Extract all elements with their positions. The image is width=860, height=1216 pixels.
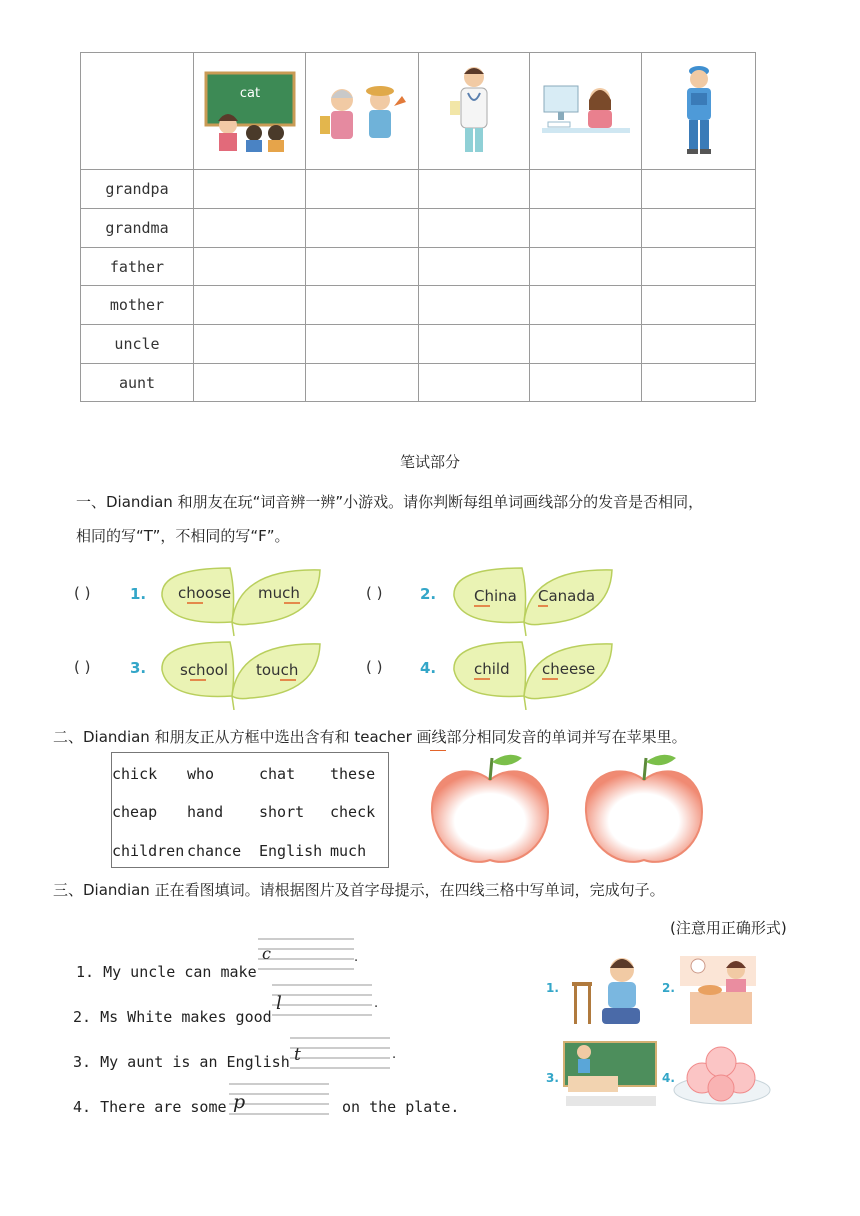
- hint-letter: c: [262, 944, 271, 963]
- answer-cell[interactable]: [530, 364, 642, 402]
- sentence-4-end: on the plate.: [342, 1098, 460, 1116]
- q3-pictures: [540, 948, 780, 1114]
- blackboard-word: cat: [239, 86, 260, 101]
- svg-text:2.: 2.: [662, 981, 675, 995]
- leaf-word-right: Canada: [538, 587, 596, 605]
- sentence-4-text: 4. There are some: [73, 1098, 227, 1116]
- answer-cell[interactable]: [642, 286, 756, 325]
- item-number: 3.: [130, 659, 147, 677]
- four-line-grid[interactable]: [258, 937, 358, 971]
- answer-cell[interactable]: [530, 209, 642, 248]
- picture-3-teacher: [546, 1042, 656, 1106]
- four-line-grid[interactable]: [229, 1082, 333, 1118]
- section-title: 笔试部分: [399, 453, 460, 471]
- row-label-uncle: uncle: [81, 325, 194, 364]
- answer-cell[interactable]: [194, 170, 306, 209]
- answer-cell[interactable]: [642, 248, 756, 286]
- picture-cell-teacher: [194, 53, 306, 170]
- answer-cell[interactable]: [194, 325, 306, 364]
- leaf-word-left: choose: [178, 584, 232, 602]
- sentence-end: .: [374, 996, 379, 1011]
- answer-cell[interactable]: [306, 286, 419, 325]
- q1-instruction-line2: 相同的写“T”，不相同的写“F”。: [76, 527, 290, 545]
- svg-text:3.: 3.: [546, 1071, 559, 1085]
- q1-leaf-pairs: [60, 560, 660, 710]
- word-check: check: [330, 803, 376, 821]
- answer-cell[interactable]: [194, 248, 306, 286]
- answer-cell[interactable]: [419, 325, 530, 364]
- sentence-3-text: 3. My aunt is an English: [73, 1053, 290, 1071]
- answer-cell[interactable]: [194, 364, 306, 402]
- answer-cell[interactable]: [419, 170, 530, 209]
- answer-cell[interactable]: [419, 248, 530, 286]
- four-line-grid[interactable]: [290, 1036, 400, 1070]
- answer-paren[interactable]: ( ): [366, 584, 383, 602]
- word-short: short: [259, 803, 305, 821]
- answer-cell[interactable]: [306, 248, 419, 286]
- row-label-mother: mother: [81, 286, 194, 325]
- picture-1-chair-maker: [546, 958, 640, 1024]
- q1-item-2: [366, 568, 612, 636]
- answer-cell[interactable]: [530, 325, 642, 364]
- word-english: English: [259, 842, 323, 860]
- answer-cell[interactable]: [419, 364, 530, 402]
- q1-item-1: [74, 568, 320, 636]
- word-these: these: [330, 765, 376, 783]
- word-chat: chat: [259, 765, 296, 783]
- answer-cell[interactable]: [194, 209, 306, 248]
- answer-cell[interactable]: [419, 209, 530, 248]
- q3-instruction: 三、Diandian 正在看图填词。请根据图片及首字母提示，在四线三格中写单词，完成句子。: [53, 881, 665, 899]
- row-label-grandma: grandma: [81, 209, 194, 248]
- picture-cell-office-worker: [530, 53, 642, 170]
- row-label-grandpa: grandpa: [81, 170, 194, 209]
- leaf-word-right: much: [258, 584, 300, 602]
- q1-instruction-line1: 一、Diandian 和朋友在玩“词音辨一辨”小游戏。请你判断每组单词画线部分的发音是否相同，: [76, 493, 704, 511]
- picture-2-cook: [662, 956, 756, 1024]
- q2-instruction: 二、Diandian 和朋友正从方框中选出含有和 teacher 画线部分相同发音的单词并写在苹果里。: [53, 728, 687, 746]
- word-hand: hand: [187, 803, 224, 821]
- office-worker-pic-icon: [538, 76, 634, 146]
- answer-cell[interactable]: [642, 325, 756, 364]
- hint-letter: p: [233, 1091, 246, 1113]
- answer-cell[interactable]: [306, 209, 419, 248]
- answer-paren[interactable]: ( ): [74, 584, 91, 602]
- answer-cell[interactable]: [642, 209, 756, 248]
- leaf-word-left: child: [474, 660, 510, 678]
- word-chance: chance: [187, 842, 242, 860]
- q1-item-4: [366, 642, 612, 710]
- apples: [428, 750, 708, 870]
- answer-cell[interactable]: [530, 170, 642, 209]
- picture-cell-doctor: [419, 53, 530, 170]
- word-chick: chick: [112, 765, 158, 783]
- sentence-end: .: [392, 1047, 397, 1062]
- leaf-word-left: China: [474, 587, 517, 605]
- sentence-1-text: 1. My uncle can make: [76, 963, 257, 981]
- answer-paren[interactable]: ( ): [366, 658, 383, 676]
- answer-cell[interactable]: [306, 364, 419, 402]
- q3-note: (注意用正确形式): [670, 919, 787, 937]
- answer-cell[interactable]: [642, 170, 756, 209]
- farmers-pic-icon: [314, 76, 410, 146]
- row-label-aunt: aunt: [81, 364, 194, 402]
- word-much: much: [330, 842, 367, 860]
- answer-cell[interactable]: [642, 364, 756, 402]
- svg-text:4.: 4.: [662, 1071, 675, 1085]
- answer-cell[interactable]: [530, 248, 642, 286]
- apple-icon[interactable]: [432, 755, 548, 862]
- hint-letter: l: [276, 993, 282, 1014]
- word-who: who: [187, 765, 215, 783]
- table-corner-cell: [81, 53, 194, 170]
- item-number: 4.: [420, 659, 437, 677]
- doctor-pic-icon: [444, 63, 504, 159]
- leaf-word-left: school: [180, 661, 229, 679]
- apple-icon[interactable]: [586, 755, 702, 862]
- matching-table: [80, 52, 756, 402]
- item-number: 1.: [130, 585, 147, 603]
- worker-pic-icon: [674, 63, 724, 159]
- answer-cell[interactable]: [194, 286, 306, 325]
- svg-text:1.: 1.: [546, 981, 559, 995]
- item-number: 2.: [420, 585, 437, 603]
- word-children: children: [112, 842, 185, 860]
- q1-item-3: [74, 642, 320, 710]
- leaf-word-right: touch: [256, 661, 299, 679]
- answer-paren[interactable]: ( ): [74, 658, 91, 676]
- picture-cell-farmers: [306, 53, 419, 170]
- sentence-end: .: [354, 950, 358, 965]
- answer-cell[interactable]: [306, 170, 419, 209]
- answer-cell[interactable]: [530, 286, 642, 325]
- row-label-father: father: [81, 248, 194, 286]
- picture-4-peaches: [662, 1047, 770, 1104]
- word-cheap: cheap: [112, 803, 158, 821]
- leaf-word-right: cheese: [542, 660, 596, 678]
- answer-cell[interactable]: [419, 286, 530, 325]
- answer-cell[interactable]: [306, 325, 419, 364]
- four-line-grid[interactable]: [272, 983, 382, 1017]
- sentence-2-text: 2. Ms White makes good: [73, 1008, 272, 1026]
- teacher-pic-icon: [202, 69, 298, 153]
- hint-letter: t: [294, 1045, 301, 1065]
- picture-cell-worker: [642, 53, 756, 170]
